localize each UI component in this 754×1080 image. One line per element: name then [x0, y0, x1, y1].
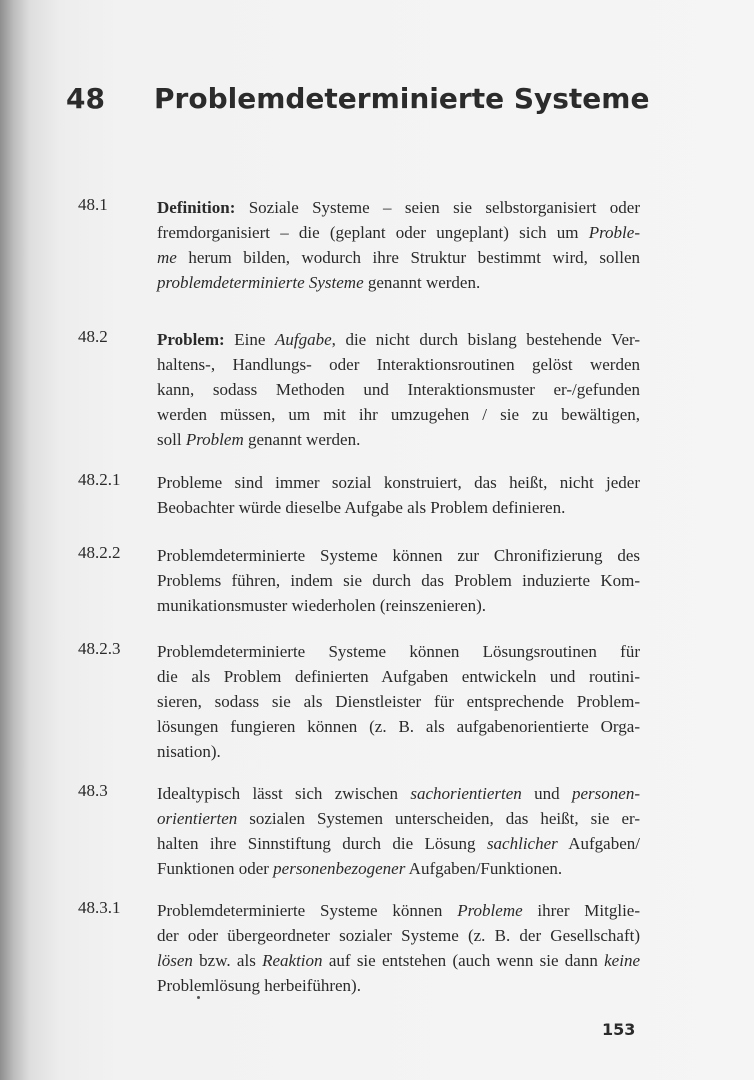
section-number: 48.2	[78, 327, 108, 346]
text-line: Problemdeterminierte Systeme können zur Chronifizierung des	[157, 546, 640, 565]
text-line: haltens-, Handlungs- oder Interaktionsroutinen gelöst werden	[157, 355, 640, 374]
text-line: nisation).	[157, 742, 221, 761]
text-line: Problems führen, indem sie durch das Problem induzierte Kom-	[157, 571, 640, 590]
section-number: 48.3	[78, 781, 108, 800]
section-text	[157, 639, 640, 764]
section-number: 48.2.1	[78, 470, 121, 489]
chapter-title: Problemdeterminierte Systeme	[154, 82, 650, 115]
text-line: Problemlösung herbeiführen).	[157, 976, 361, 995]
text-line: Beobachter würde dieselbe Aufgabe als Problem definieren.	[157, 498, 566, 517]
text-line: Problemdeterminierte Systeme können Probleme ihrer Mitglie-	[157, 901, 640, 920]
text-line: Funktionen oder personenbezogener Aufgaben/Funktionen.	[157, 859, 563, 878]
text-line: fremdorganisiert – die (geplant oder ungeplant) sich um Proble-	[157, 223, 640, 242]
text-line: Definition: Soziale Systeme – seien sie selbstorganisiert oder	[157, 198, 640, 217]
section-text	[157, 470, 640, 520]
text-line: lösen bzw. als Reaktion auf sie entstehen (auch wenn sie dann keine	[157, 951, 640, 970]
text-line: soll Problem genannt werden.	[157, 430, 361, 449]
section-number: 48.2.3	[78, 639, 121, 658]
section-text	[157, 781, 640, 881]
chapter-heading	[66, 82, 649, 115]
section-text	[157, 195, 640, 295]
text-line: werden müssen, um mit ihr umzugehen / sie zu bewältigen,	[157, 405, 640, 424]
text-line: problemdeterminierte Systeme genannt werden.	[157, 273, 481, 292]
page-number: 153	[602, 1020, 636, 1039]
section-number: 48.2.2	[78, 543, 121, 562]
section-text	[157, 898, 640, 998]
text-line: sieren, sodass sie als Dienstleister für entsprechende Problem-	[157, 692, 640, 711]
chapter-number: 48	[66, 82, 105, 115]
text-line: der oder übergeordneter sozialer Systeme (z. B. der Gesellschaft)	[157, 926, 640, 945]
section-number: 48.1	[78, 195, 108, 214]
text-line: kann, sodass Methoden und Interaktionsmuster er-/gefunden	[157, 380, 640, 399]
text-line: Problem: Eine Aufgabe, die nicht durch bislang bestehende Ver-	[157, 330, 640, 349]
text-line: Problemdeterminierte Systeme können Lösungsroutinen für	[157, 642, 640, 661]
speck-mark	[197, 996, 200, 999]
section-number: 48.3.1	[78, 898, 121, 917]
section-text	[157, 543, 640, 618]
text-line: halten ihre Sinnstiftung durch die Lösung sachlicher Aufgaben/	[157, 834, 640, 853]
text-line: me herum bilden, wodurch ihre Struktur bestimmt wird, sollen	[157, 248, 640, 267]
text-line: die als Problem definierten Aufgaben entwickeln und routini-	[157, 667, 640, 686]
section-text	[157, 327, 640, 452]
text-line: Idealtypisch lässt sich zwischen sachorientierten und personen-	[157, 784, 640, 803]
text-line: lösungen fungieren können (z. B. als aufgabenorientierte Orga-	[157, 717, 640, 736]
text-line: munikationsmuster wiederholen (reinszenieren).	[157, 596, 487, 615]
text-line: orientierten sozialen Systemen unterscheiden, das heißt, sie er-	[157, 809, 640, 828]
text-line: Probleme sind immer sozial konstruiert, das heißt, nicht jeder	[157, 473, 640, 492]
